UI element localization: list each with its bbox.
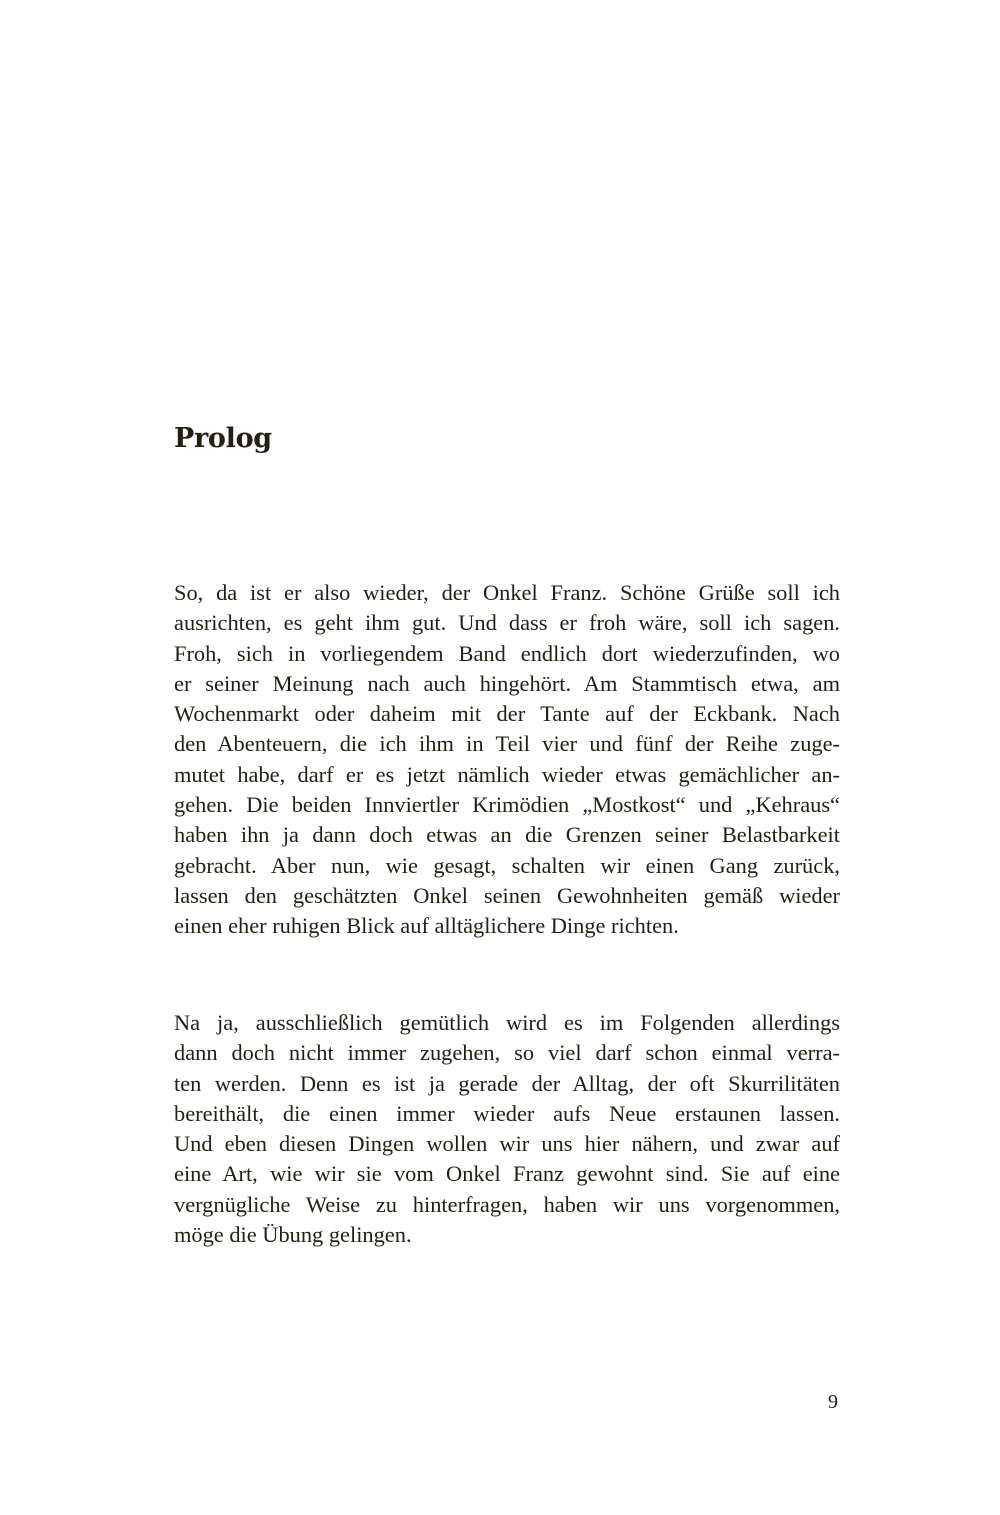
text-line: haben ihn ja dann doch etwas an die Grenzen seiner Belastbarkeit <box>174 822 840 848</box>
text-line: gehen. Die beiden Innviertler Krimödien „Mostkost“ und „Kehraus“ <box>174 792 840 818</box>
text-line: mutet habe, darf er es jetzt nämlich wieder etwas gemächlicher an- <box>174 761 840 787</box>
text-line: lassen den geschätzten Onkel seinen Gewohnheiten gemäß wieder <box>174 882 840 908</box>
text-line: vergnügliche Weise zu hinterfragen, haben wir uns vorgenommen, <box>174 1191 840 1217</box>
text-line: ten werden. Denn es ist ja gerade der Alltag, der oft Skurrilitäten <box>174 1070 840 1096</box>
text-line: Und eben diesen Dingen wollen wir uns hier nähern, und zwar auf <box>174 1131 840 1157</box>
text-line: den Abenteuern, die ich ihm in Teil vier und fünf der Reihe zuge- <box>174 731 840 757</box>
text-line: Froh, sich in vorliegendem Band endlich dort wiederzufinden, wo <box>174 640 840 666</box>
paragraph-1 <box>174 578 840 942</box>
text-line: eine Art, wie wir sie vom Onkel Franz gewohnt sind. Sie auf eine <box>174 1161 840 1187</box>
text-line: möge die Übung gelingen. <box>174 1222 412 1248</box>
chapter-title: Prolog <box>174 423 272 454</box>
text-line: einen eher ruhigen Blick auf alltäglichere Dinge richten. <box>174 913 679 939</box>
text-line: bereithält, die einen immer wieder aufs Neue erstaunen lassen. <box>174 1100 840 1126</box>
text-line: ausrichten, es geht ihm gut. Und dass er froh wäre, soll ich sagen. <box>174 610 840 636</box>
text-line: Na ja, ausschließlich gemütlich wird es im Folgenden allerdings <box>174 1010 840 1035</box>
text-line: Wochenmarkt oder daheim mit der Tante auf der Eckbank. Nach <box>174 701 840 727</box>
text-line: er seiner Meinung nach auch hingehört. Am Stammtisch etwa, am <box>174 670 840 696</box>
text-line: dann doch nicht immer zugehen, so viel darf schon einmal verra- <box>174 1040 840 1066</box>
text-line: gebracht. Aber nun, wie gesagt, schalten wir einen Gang zurück, <box>174 852 840 878</box>
page-number: 9 <box>828 1391 838 1413</box>
paragraph-2 <box>174 1008 840 1250</box>
text-line: So, da ist er also wieder, der Onkel Franz. Schöne Grüße soll ich <box>174 580 840 605</box>
